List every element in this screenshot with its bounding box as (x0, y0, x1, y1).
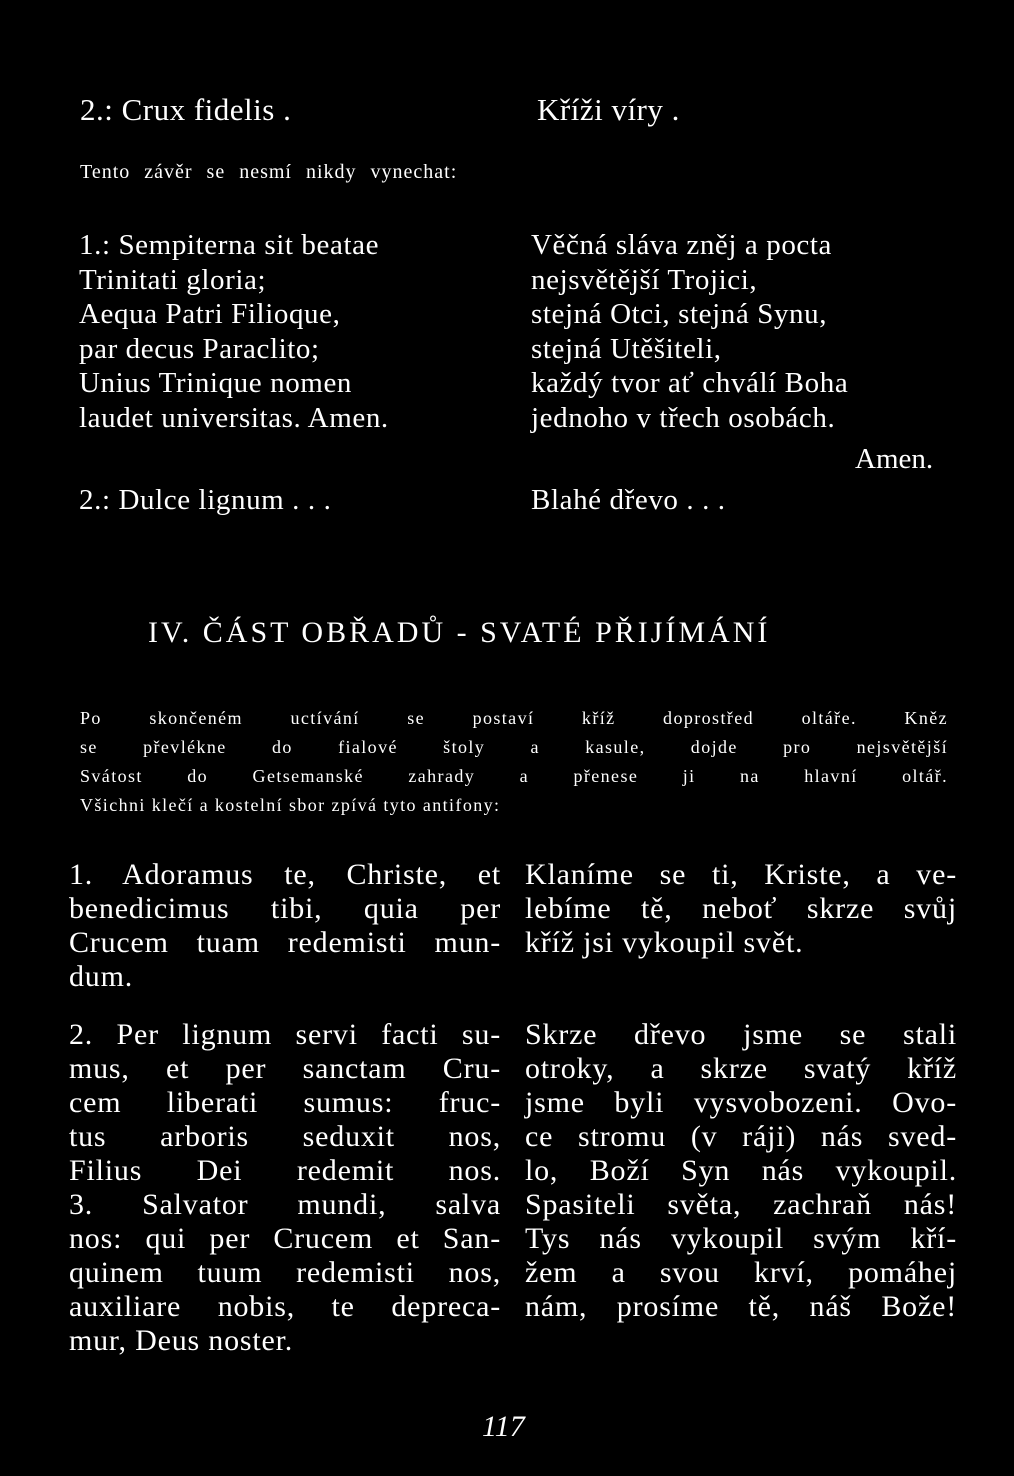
antiphon-line: Spasiteli světa, zachraň nás! (525, 1188, 957, 1221)
rubric-line: Svátost do Getsemanské zahrady a přenese ji na hlavní oltář. (80, 766, 948, 786)
antiphon-line: 2. Per lignum servi facti su- (69, 1018, 501, 1051)
antiphon-2-3-czech (525, 1018, 957, 1324)
antiphon-line: kříž jsi vykoupil svět. (525, 926, 804, 959)
latin-stanza-line: par decus Paraclito; (79, 332, 320, 365)
antiphon-line: Skrze dřevo jsme se stali (525, 1018, 957, 1051)
rubric-paragraph (80, 704, 948, 820)
antiphon-line: Filius Dei redemit nos. (69, 1154, 501, 1187)
latin-stanza (79, 228, 389, 435)
antiphon-line: mur, Deus noster. (69, 1324, 294, 1357)
antiphon-line: nos: qui per Crucem et San- (69, 1222, 501, 1255)
antiphon-line: auxiliare nobis, te depreca- (69, 1290, 501, 1323)
czech-stanza-line: každý tvor ať chválí Boha (531, 367, 849, 399)
rubric-line: Po skončeném uctívání se postaví kříž doprostřed oltáře. Kněz (80, 708, 948, 728)
antiphon-2-3-latin (69, 1018, 501, 1358)
antiphon-line: mus, et per sanctam Cru- (69, 1052, 501, 1085)
latin-next-hymn: 2.: Dulce lignum . . . (79, 484, 332, 516)
czech-stanza-line: stejná Otci, stejná Synu, (531, 298, 828, 330)
antiphon-line: lo, Boží Syn nás vykoupil. (525, 1154, 957, 1187)
latin-hymn-title: 2.: Crux fidelis . (80, 92, 292, 127)
czech-hymn-title: Kříži víry . (537, 92, 680, 127)
czech-stanza-line: stejná Utěšiteli, (531, 332, 722, 365)
latin-stanza-line: Trinitati gloria; (79, 263, 267, 296)
section-heading: IV. ČÁST OBŘADŮ - SVATÉ PŘIJÍMÁNÍ (148, 616, 771, 649)
czech-stanza-line: nejsvětější Trojici, (531, 263, 758, 296)
antiphon-line: Tys nás vykoupil svým kří- (525, 1222, 957, 1255)
rubric-line: Všichni klečí a kostelní sbor zpívá tyto antifony: (80, 795, 501, 815)
czech-stanza-line: jednoho v třech osobách. (531, 401, 836, 434)
antiphon-line: 3. Salvator mundi, salva (69, 1188, 501, 1221)
latin-stanza-line: Unius Trinique nomen (79, 367, 353, 399)
antiphon-line: dum. (69, 960, 134, 993)
antiphon-line: ce stromu (v ráji) nás sved- (525, 1120, 957, 1153)
antiphon-line: 1. Adoramus te, Christe, et (69, 858, 501, 891)
antiphon-1-latin (69, 858, 501, 994)
antiphon-line: jsme byli vysvobozeni. Ovo- (525, 1086, 957, 1119)
antiphon-line: quinem tuum redemisti nos, (69, 1256, 501, 1289)
latin-stanza-line: Aequa Patri Filioque, (79, 298, 341, 330)
antiphon-line: nám, prosíme tě, náš Bože! (525, 1290, 957, 1323)
czech-stanza (531, 228, 848, 435)
czech-amen: Amen. (855, 443, 934, 475)
antiphon-line: Crucem tuam redemisti mun- (69, 926, 501, 959)
rubric-note: Tento závěr se nesmí nikdy vynechat: (80, 161, 458, 183)
antiphon-1-czech (525, 858, 957, 960)
latin-stanza-line: 1.: Sempiterna sit beatae (79, 229, 380, 261)
czech-next-hymn: Blahé dřevo . . . (531, 484, 726, 516)
antiphon-line: lebíme tě, neboť skrze svůj (525, 892, 957, 925)
czech-stanza-line: Věčná sláva zněj a pocta (531, 229, 833, 261)
antiphon-line: Klaníme se ti, Kriste, a ve- (525, 858, 957, 891)
page-number: 117 (482, 1410, 525, 1443)
antiphon-line: benedicimus tibi, quia per (69, 892, 501, 925)
antiphon-line: cem liberati sumus: fruc- (69, 1086, 501, 1119)
rubric-line: se převlékne do fialové štoly a kasule, dojde pro nejsvětější (80, 737, 948, 757)
antiphon-line: tus arboris seduxit nos, (69, 1120, 501, 1153)
antiphon-line: otroky, a skrze svatý kříž (525, 1052, 957, 1085)
latin-stanza-line: laudet universitas. Amen. (79, 401, 389, 434)
antiphon-line: žem a svou krví, pomáhej (525, 1256, 957, 1289)
